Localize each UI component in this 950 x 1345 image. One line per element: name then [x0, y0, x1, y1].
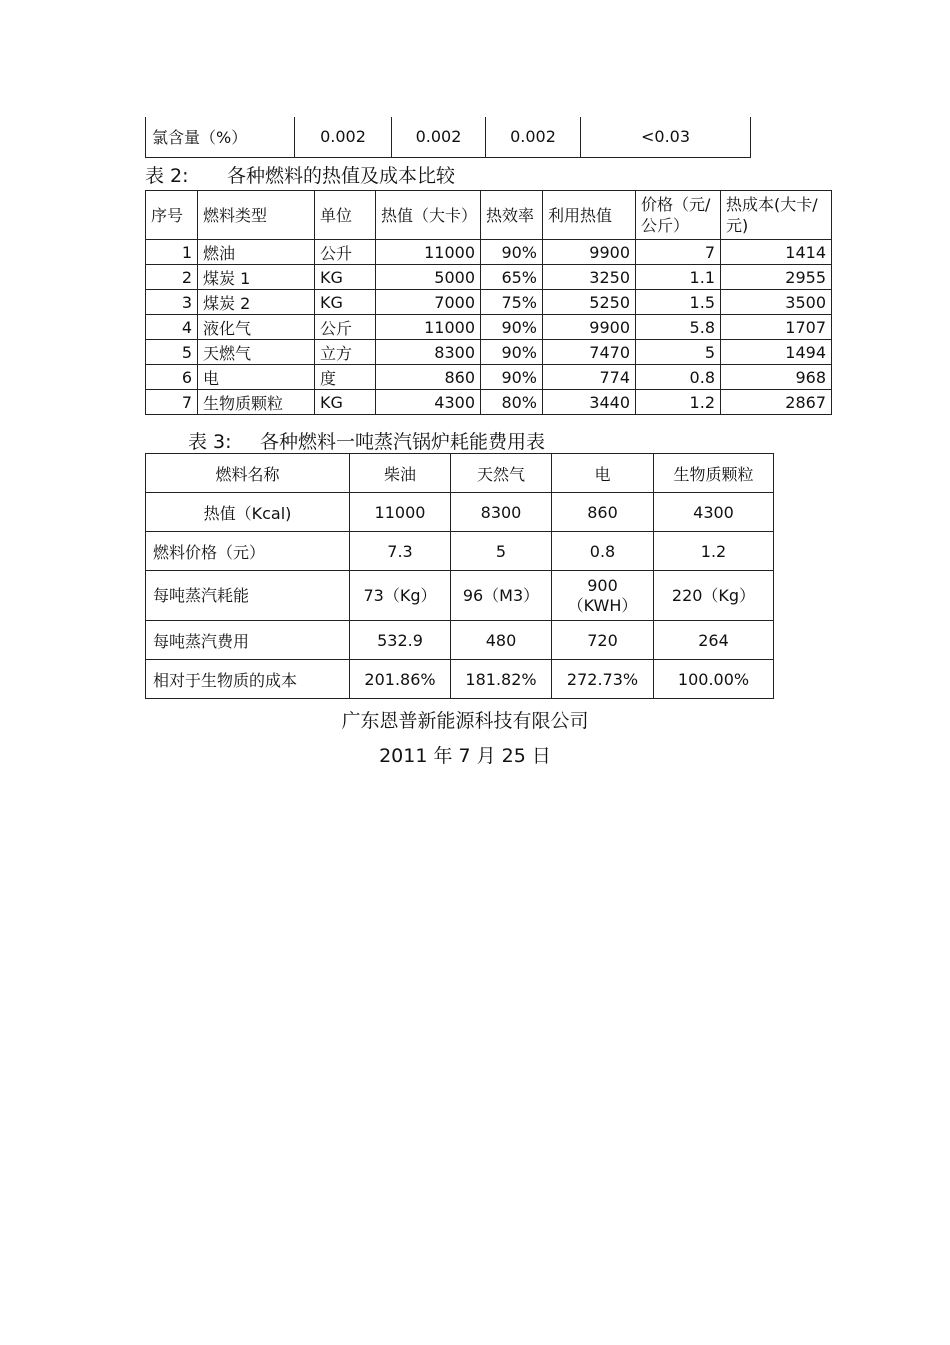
column-header: 热值（大卡） [376, 191, 481, 240]
table-cell: 65% [481, 265, 543, 290]
table-cell: 1 [146, 240, 198, 265]
table-cell: 201.86% [350, 660, 451, 699]
column-header: 天然气 [451, 454, 552, 493]
table2-caption-number: 表 2: [145, 165, 189, 187]
table-cell: 5 [146, 340, 198, 365]
row-label: 氯含量（%） [146, 117, 295, 157]
document-date: 2011 年 7 月 25 日 [379, 745, 551, 767]
table-cell: 7 [636, 240, 721, 265]
table-cell: 煤炭 2 [198, 290, 315, 315]
table3-caption-title: 各种燃料一吨蒸汽锅炉耗能费用表 [260, 431, 546, 453]
table-cell: 4 [146, 315, 198, 340]
table-cell: 181.82% [451, 660, 552, 699]
table-cell: KG [315, 265, 376, 290]
table-cell: 90% [481, 340, 543, 365]
table-cell: 73（Kg） [350, 571, 451, 621]
table-cell: 立方 [315, 340, 376, 365]
row-label: 燃料价格（元） [146, 532, 350, 571]
table-cell: <0.03 [581, 117, 751, 157]
column-header: 单位 [315, 191, 376, 240]
table-cell: 100.00% [654, 660, 774, 699]
table-cell: 生物质颗粒 [198, 390, 315, 415]
chlorine-content-table [145, 117, 751, 158]
table-cell: 0.002 [392, 117, 486, 157]
table-cell: 11000 [376, 240, 481, 265]
table-cell: 1707 [721, 315, 832, 340]
table-cell: 264 [654, 621, 774, 660]
table-cell: 968 [721, 365, 832, 390]
table-cell: 80% [481, 390, 543, 415]
table-row [146, 315, 832, 340]
table-cell: 1.2 [636, 390, 721, 415]
table-cell: 900（KWH） [552, 571, 654, 621]
column-header: 热成本(大卡/元) [721, 191, 832, 240]
table-cell: 5250 [543, 290, 636, 315]
table-cell: 90% [481, 365, 543, 390]
table-cell: KG [315, 390, 376, 415]
table-cell: 4300 [654, 493, 774, 532]
table-cell: 220（Kg） [654, 571, 774, 621]
table-cell: 0.8 [552, 532, 654, 571]
table-row [146, 365, 832, 390]
table-row [146, 660, 774, 699]
table-cell: 75% [481, 290, 543, 315]
table-cell: 7470 [543, 340, 636, 365]
table-cell: 7 [146, 390, 198, 415]
table-cell: 860 [376, 365, 481, 390]
column-header: 燃料类型 [198, 191, 315, 240]
table-row [146, 493, 774, 532]
table-row [146, 117, 751, 157]
steam-boiler-cost-table [145, 453, 774, 699]
table-cell: 90% [481, 240, 543, 265]
table-cell: 5000 [376, 265, 481, 290]
table-row [146, 340, 832, 365]
table-row [146, 571, 774, 621]
table-cell: 2955 [721, 265, 832, 290]
table-cell: 煤炭 1 [198, 265, 315, 290]
column-header: 价格（元/公斤） [636, 191, 721, 240]
table-cell: 公升 [315, 240, 376, 265]
table-cell: 天燃气 [198, 340, 315, 365]
table-cell: 1.2 [654, 532, 774, 571]
table-row [146, 390, 832, 415]
table3-caption-number: 表 3: [188, 431, 232, 453]
table-header-row [146, 454, 774, 493]
table-cell: 8300 [376, 340, 481, 365]
table-cell: 4300 [376, 390, 481, 415]
company-name: 广东恩普新能源科技有限公司 [341, 710, 589, 732]
table-cell: KG [315, 290, 376, 315]
column-header: 生物质颗粒 [654, 454, 774, 493]
table-row [146, 621, 774, 660]
column-header: 序号 [146, 191, 198, 240]
table-cell: 860 [552, 493, 654, 532]
column-header: 燃料名称 [146, 454, 350, 493]
table-cell: 5 [451, 532, 552, 571]
table-cell: 3 [146, 290, 198, 315]
table-cell: 7000 [376, 290, 481, 315]
column-header: 电 [552, 454, 654, 493]
table-cell: 9900 [543, 240, 636, 265]
row-label: 每吨蒸汽费用 [146, 621, 350, 660]
table-cell: 6 [146, 365, 198, 390]
table-cell: 0.002 [486, 117, 581, 157]
table-row [146, 290, 832, 315]
table-cell: 8300 [451, 493, 552, 532]
table-cell: 燃油 [198, 240, 315, 265]
table-row [146, 532, 774, 571]
table-cell: 1.1 [636, 265, 721, 290]
table2-caption-title: 各种燃料的热值及成本比较 [227, 165, 456, 187]
table-cell: 532.9 [350, 621, 451, 660]
table-cell: 度 [315, 365, 376, 390]
column-header: 柴油 [350, 454, 451, 493]
column-header: 热效率 [481, 191, 543, 240]
table-cell: 液化气 [198, 315, 315, 340]
table-cell: 7.3 [350, 532, 451, 571]
table2-caption [145, 161, 455, 188]
table-cell: 720 [552, 621, 654, 660]
row-label: 每吨蒸汽耗能 [146, 571, 350, 621]
table-cell: 5.8 [636, 315, 721, 340]
fuel-heat-cost-table [145, 190, 832, 415]
table-cell: 0.8 [636, 365, 721, 390]
table-cell: 2 [146, 265, 198, 290]
table-row [146, 240, 832, 265]
table-header-row [146, 191, 832, 240]
table-cell: 11000 [350, 493, 451, 532]
table-cell: 96（M3） [451, 571, 552, 621]
table-cell: 3500 [721, 290, 832, 315]
table-cell: 480 [451, 621, 552, 660]
table-cell: 2867 [721, 390, 832, 415]
table3-caption [188, 427, 545, 454]
table-cell: 电 [198, 365, 315, 390]
row-label: 热值（Kcal) [146, 493, 350, 532]
table-cell: 1.5 [636, 290, 721, 315]
table-cell: 3440 [543, 390, 636, 415]
table-cell: 0.002 [295, 117, 392, 157]
table-cell: 272.73% [552, 660, 654, 699]
table-cell: 5 [636, 340, 721, 365]
table-cell: 3250 [543, 265, 636, 290]
row-label: 相对于生物质的成本 [146, 660, 350, 699]
table-cell: 9900 [543, 315, 636, 340]
table-cell: 774 [543, 365, 636, 390]
table-cell: 公斤 [315, 315, 376, 340]
table-cell: 1494 [721, 340, 832, 365]
table-cell: 90% [481, 315, 543, 340]
table-row [146, 265, 832, 290]
table-cell: 11000 [376, 315, 481, 340]
column-header: 利用热值 [543, 191, 636, 240]
table-cell: 1414 [721, 240, 832, 265]
